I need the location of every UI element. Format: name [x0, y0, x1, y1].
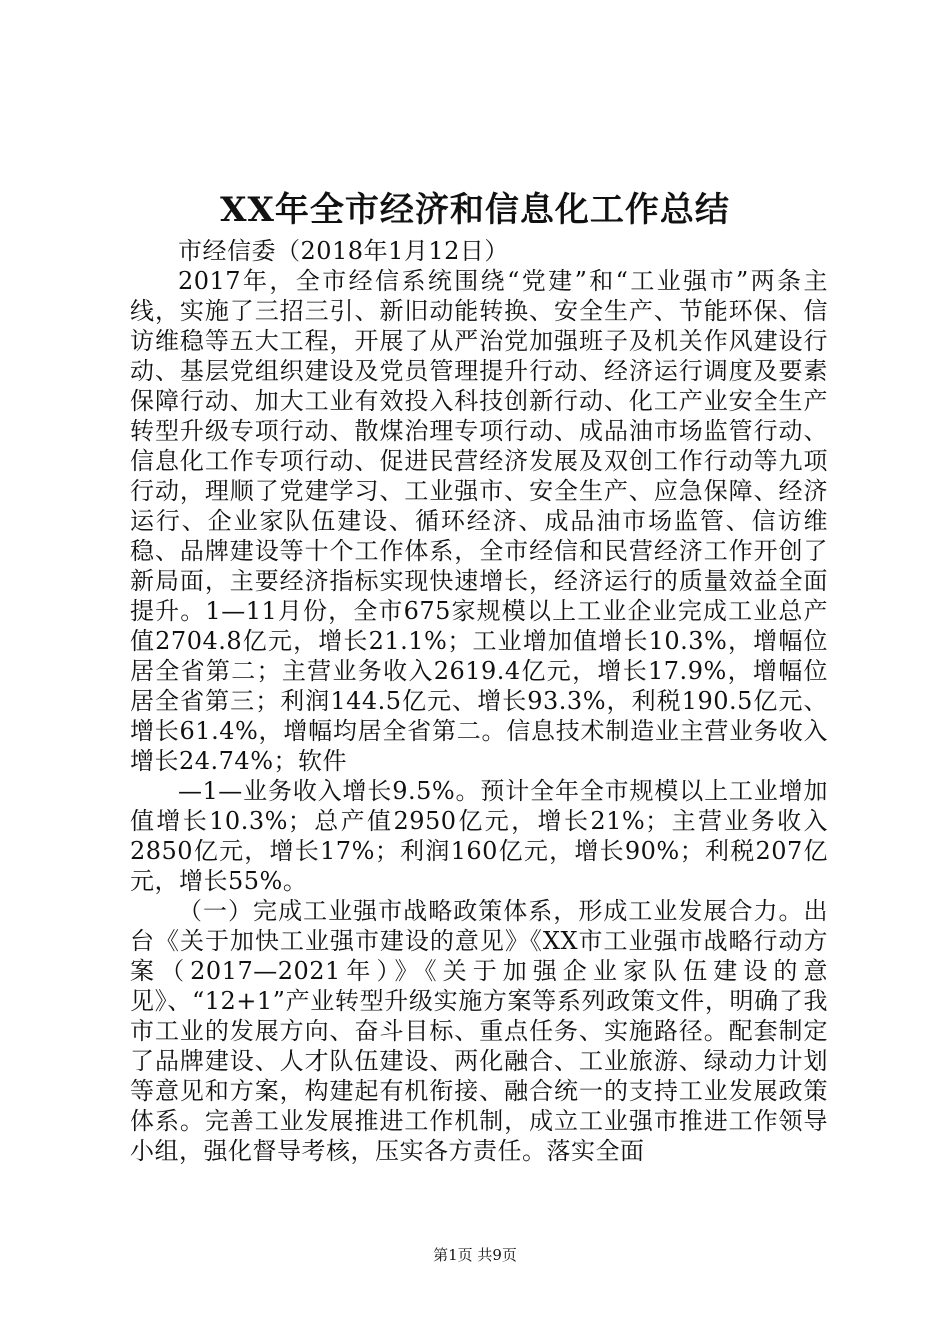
byline: 市经信委（2018年1月12日）	[178, 237, 509, 265]
page-number-footer: 第1页 共9页	[433, 1246, 517, 1264]
paragraph: 2017年，全市经信系统围绕“党建”和“工业强市”两条主线，实施了三招三引、新旧动能转换、安全生产、节能环保、信访维稳等五大工程，开展了从严治党加强班子及机关作风建设行动、基层党组织建设及党员管理提升行动、经济运行调度及要素保障行动、加大工业有效投入科技创新行动、化工产业安全生产转型升级专项行动、散煤治理专项行动、成品油市场监管行动、信息化工作专项行动、促进民营经济发展及双创工作行动等九项行动，理顺了党建学习、工业强市、安全生产、应急保障、经济运行、企业家队伍建设、循环经济、成品油市场监管、信访维稳、品牌建设等十个工作体系，全市经信和民营经济工作开创了新局面，主要经济指标实现快速增长，经济运行的质量效益全面提升。1—11月份，全市675家规模以上工业企业完成工业总产值2704.8亿元，增长21.1%；工业增加值增长10.3%，增幅位居全省第二；主营业务收入2619.4亿元，增长17.9%，增幅位居全省第三；利润144.5亿元、增长93.3%，利税190.5亿元、增长61.4%，增幅均居全省第二。信息技术制造业主营业务收入增长24.74%；软件	[130, 267, 828, 775]
document-title: XX年全市经济和信息化工作总结	[220, 190, 730, 230]
document-body	[130, 236, 828, 1166]
paragraph: （一）完成工业强市战略政策体系，形成工业发展合力。出台《关于加快工业强市建设的意见》《XX市工业强市战略行动方案（2017—2021年）》《关于加强企业家队伍建设的意见》、“12+1”产业转型升级实施方案等系列政策文件，明确了我市工业的发展方向、奋斗目标、重点任务、实施路径。配套制定了品牌建设、人才队伍建设、两化融合、工业旅游、绿动力计划等意见和方案，构建起有机衔接、融合统一的支持工业发展政策体系。完善工业发展推进工作机制，成立工业强市推进工作领导小组，强化督导考核，压实各方责任。落实全面	[130, 897, 828, 1165]
paragraph: —1—业务收入增长9.5%。预计全年全市规模以上工业增加值增长10.3%；总产值2950亿元，增长21%；主营业务收入2850亿元，增长17%；利润160亿元，增长90%；利税207亿元，增长55%。	[130, 777, 828, 895]
